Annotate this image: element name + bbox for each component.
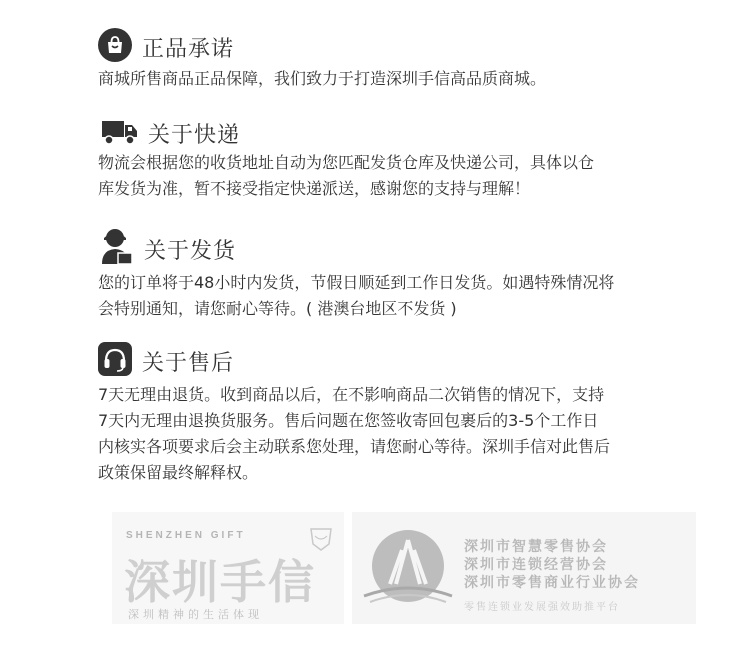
shenzhen-gift-logo [112, 512, 344, 624]
section-after-sales [0, 338, 750, 488]
body-line: 会特别通知，请您耐心等待。( 港澳台地区不发货 ) [98, 299, 457, 318]
seal-icon [308, 526, 334, 556]
logo-english-name: SHENZHEN GIFT [126, 530, 246, 541]
section-body [98, 270, 614, 322]
body-line: 您的订单将于48小时内发货，节假日顺延到工作日发货。如遇特殊情况将 [98, 273, 615, 292]
body-line: 物流会根据您的收货地址自动为您匹配发货仓库及快递公司，具体以仓 [98, 153, 595, 172]
section-header [98, 342, 234, 380]
section-title: 正品承诺 [142, 36, 235, 62]
body-line: 库发货为准，暂不接受指定快递派送，感谢您的支持与理解！ [98, 179, 531, 198]
section-title: 关于快递 [148, 123, 241, 148]
body-line: 7天内无理由退换货服务。售后问题在您签收寄回包裹后的3-5个工作日 [98, 411, 599, 430]
body-line: 政策保留最终解释权。 [98, 463, 259, 482]
section-header [98, 28, 234, 66]
association-emblem-icon [362, 526, 454, 614]
headset-icon [98, 342, 132, 380]
body-line: 7天无理由退货。收到商品以后，在不影响商品二次销售的情况下，支持 [98, 385, 605, 404]
shop-bag-icon [98, 28, 132, 66]
association-names [464, 538, 640, 592]
partner-logos [0, 500, 750, 659]
association-name: 深圳市零售商业行业协会 [464, 575, 640, 591]
section-genuine-promise [0, 0, 750, 100]
section-title: 关于发货 [144, 238, 237, 264]
section-title: 关于售后 [142, 350, 235, 376]
association-slogan: 零售连锁业发展强效助推平台 [464, 602, 620, 613]
retail-association-logo [352, 512, 696, 624]
section-body [98, 150, 594, 202]
section-express [0, 110, 750, 220]
section-header [100, 228, 236, 270]
section-body [98, 382, 610, 486]
delivery-person-icon [100, 228, 134, 270]
body-line: 商城所售商品正品保障，我们致力于打造深圳手信高品质商城。 [98, 69, 547, 88]
body-line: 内核实各项要求后会主动联系您处理，请您耐心等待。深圳手信对此售后 [98, 437, 611, 456]
section-shipping [0, 224, 750, 334]
association-name: 深圳市智慧零售协会 [464, 539, 608, 555]
truck-icon [102, 119, 138, 149]
association-name: 深圳市连锁经营协会 [464, 557, 608, 573]
section-header [102, 118, 240, 149]
section-body [98, 66, 546, 92]
logo-slogan: 深圳精神的生活体现 [128, 608, 263, 621]
logo-chinese-name: 深圳手信 [124, 555, 316, 609]
